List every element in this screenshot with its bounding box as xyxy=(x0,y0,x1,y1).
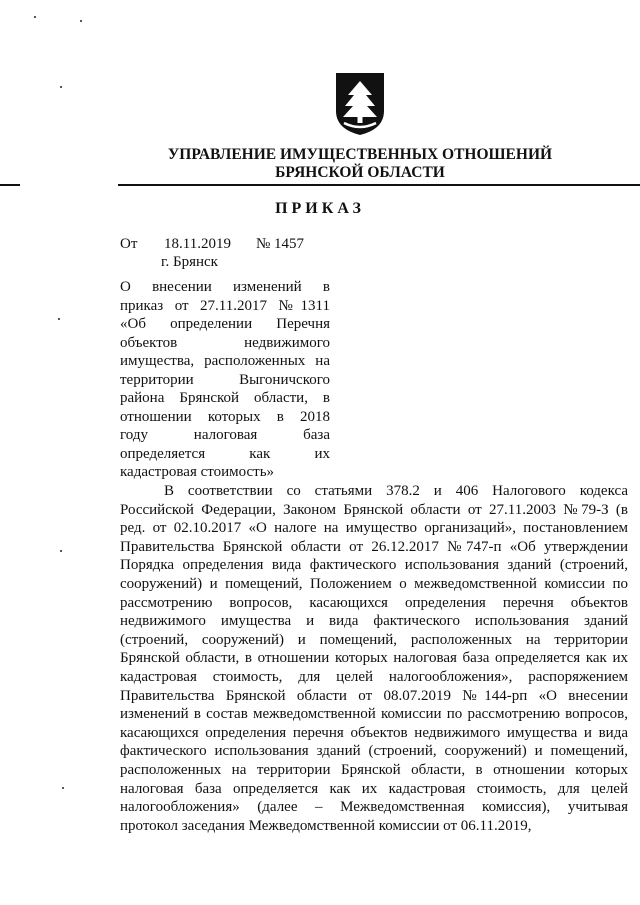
body-line: Брянской области, в отношении которых налоговая база определяется как их xyxy=(120,650,628,667)
subject-line: объектов недвижимого xyxy=(120,334,330,351)
body-line: расположенных на территории Брянской области, в отношении которых xyxy=(120,761,628,778)
subject-line: кадастровая стоимость» xyxy=(120,464,275,480)
body-line: недвижимого имущества и вида фактического использования зданий xyxy=(120,613,628,630)
subject-line: имущества, расположенных на xyxy=(120,353,330,369)
subject-line: отношении которых в 2018 xyxy=(120,408,330,425)
bryansk-coat-of-arms-icon xyxy=(334,71,386,137)
body-line: ред. от 02.10.2017 «О налоге на имущество организаций», постановлением xyxy=(120,520,628,537)
subject-line: «Об определении Перечня xyxy=(120,316,330,332)
body-line: Порядка определения вида фактического использования зданий (строений, xyxy=(120,557,628,574)
body-line: Российской Федерации, Законом Брянской области от 27.11.2003 №79-З (в xyxy=(120,501,628,518)
scan-speck xyxy=(60,550,62,552)
order-meta xyxy=(120,235,304,271)
body-line: В соответствии со статьями 378.2 и 406 Налогового кодекса xyxy=(164,483,628,499)
scan-speck xyxy=(60,86,62,88)
order-body-text xyxy=(120,482,628,835)
scan-speck xyxy=(34,16,36,18)
scan-speck xyxy=(80,20,82,22)
organization-title xyxy=(160,146,560,182)
scan-speck xyxy=(58,318,60,320)
scan-speck xyxy=(62,787,64,789)
from-label: От xyxy=(120,236,138,252)
body-line: касающихся определения перечня объектов недвижимого имущества и вида xyxy=(120,724,628,741)
subject-line: году налоговая база xyxy=(120,427,330,443)
subject-line: территории Выгоничского xyxy=(120,371,330,388)
body-line: Правительства Брянской области от 08.07.2019 №144-рп «О внесении xyxy=(120,687,628,704)
body-line: кадастровая стоимость, для целей налогообложения», распоряжением xyxy=(120,668,628,685)
body-line: налоговая база определяется как их кадастровая стоимость, для целей xyxy=(120,780,628,797)
document-type-title: ПРИКАЗ xyxy=(275,200,365,217)
order-date: 18.11.2019 xyxy=(164,236,231,252)
subject-line: района Брянской области, в xyxy=(120,390,330,406)
body-line: протокол заседания Межведомственной комиссии от 06.11.2019, xyxy=(120,817,532,834)
body-line: сооружений) и помещений, Положением о межведомственной комиссии по xyxy=(120,575,628,592)
order-city: г. Брянск xyxy=(161,254,218,270)
organization-title-line2: БРЯНСКОЙ ОБЛАСТИ xyxy=(275,164,445,181)
body-line: изменений в состав межведомственной комиссии по рассмотрению вопросов, xyxy=(120,706,628,723)
order-number: № 1457 xyxy=(256,236,305,252)
subject-line: определяется как их xyxy=(120,445,330,462)
order-subject xyxy=(120,278,330,482)
body-line: налогообложения» (далее – Межведомственная комиссия), учитывая xyxy=(120,799,628,816)
header-divider xyxy=(118,184,640,186)
organization-title-line1: УПРАВЛЕНИЕ ИМУЩЕСТВЕННЫХ ОТНОШЕНИЙ xyxy=(167,146,553,163)
body-line: фактического использования зданий (строений, сооружений) и помещений, xyxy=(120,743,628,760)
body-line: Правительства Брянской области от 26.12.2017 №747-п «Об утверждении xyxy=(120,538,628,555)
body-line: (строений, сооружений) и помещений, расположенных на территории xyxy=(120,631,628,648)
body-line: рассмотрению вопросов, касающихся определения перечня объектов xyxy=(120,594,628,611)
subject-line: приказ от 27.11.2017 №1311 xyxy=(120,297,330,314)
subject-line: О внесении изменений в xyxy=(120,279,330,295)
margin-mark xyxy=(0,184,20,186)
